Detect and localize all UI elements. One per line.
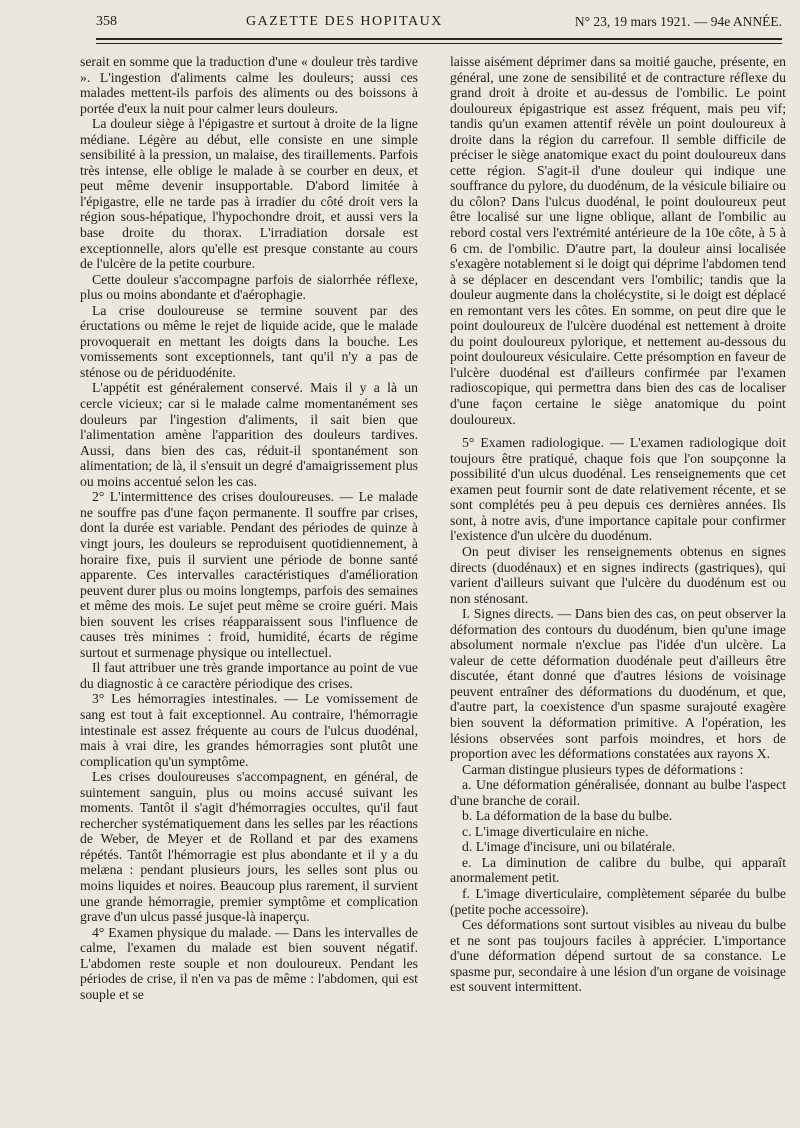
paragraph: laisse aisément déprimer dans sa moitié gauche, présente, en général, une zone de sensibilité et de contracture réflexe du grand droit à droite et au-dessus de l'ombilic. Le point douloureux épigastrique est assez fréquent, mais peu vif; tandis qu'un examen attentif révèle un point douloureux à droite dans la région du carrefour. Il semble difficile de préciser le siège anatomique exact du point douloureux dans cette région. S'agit-il d'une douleur qui indique une souffrance du pylore, du duodénum, de la vésicule biliaire ou du côlon? Dans l'ulcus duodénal, le point douloureux peut être localisé sur une ligne oblique, allant de l'ombilic au rebord costal vers l'extrémité antérieure de la 10e côte, à 5 à 6 cm. de l'ombilic. D'autre part, la douleur ainsi localisée s'exagère notablement si le doigt qui déprime l'abdomen tend à se déplacer en descendant vers l'ombilic; tandis que la douleur augmente dans la cholécystite, si le doigt est déplacé en remontant vers les côtes. En somme, on peut dire que le point douloureux de l'ulcère duodénal est nettement à droite du point douloureux pylorique, et nettement au-dessous du point douloureux vésiculaire. Cette présomption en faveur de l'ulcère duodénal est d'ailleurs confirmée par l'examen radioscopique, qui permettra dans bien des cas de localiser d'une façon certaine le siège anatomique du point douloureux.: [450, 54, 786, 427]
paragraph: 3° Les hémorragies intestinales. — Le vomissement de sang est tout à fait exceptionnel. Au contraire, l'hémorragie intestinale est assez fréquente au cours de l'ulcus duodénal, mais à vrai dire, les grandes hémorragies sont plutôt une complication qu'un symptôme.: [80, 691, 418, 769]
section-heading-paragraph: 5° Examen radiologique. — L'examen radiologique doit toujours être pratiqué, chaque fois que l'on soupçonne la possibilité d'un ulcus duodénal. Les renseignements que cet examen peut fournir sont de date relativement récente, et se sont complétés peu à peu depuis ces dernières années. Ils sont, à notre avis, d'une importance capitale pour confirmer l'existence d'un ulcère du duodénum.: [450, 435, 786, 544]
list-item: a. Une déformation généralisée, donnant au bulbe l'aspect d'une branche de corail.: [450, 777, 786, 808]
issue-info: N° 23, 19 mars 1921. — 94e ANNÉE.: [574, 14, 782, 29]
header-rule-thin: [96, 43, 782, 44]
list-item: e. La diminution de calibre du bulbe, qui apparaît anormalement petit.: [450, 854, 786, 886]
paragraph: Il faut attribuer une très grande importance au point de vue du diagnostic à ce caractère périodique des crises.: [80, 660, 418, 691]
paragraph: Carman distingue plusieurs types de déformations :: [462, 761, 744, 777]
paragraph: La douleur siège à l'épigastre et surtout à droite de la ligne médiane. Légère au début, elle consiste en une simple sensibilité à la pression, un malaise, des tiraillements. Parfois très intense, elle oblige le malade à se courber en deux, et peut même devenir insupportable. D'abord limitée à l'épigastre, elle ne tarde pas à irradier du côté droit vers la région sous-hépatique, l'hypochondre droit, et aussi vers la base droite du thorax. L'irradiation dorsale est exceptionnelle, alors qu'elle est presque constante au cours de l'ulcère de la petite courbure.: [80, 116, 418, 272]
right-column: [450, 54, 786, 1116]
list-item: f. L'image diverticulaire, complètement séparée du bulbe (petite poche accessoire).: [450, 885, 786, 917]
header-rule-thick: [96, 38, 782, 40]
list-item: c. L'image diverticulaire en niche.: [462, 823, 649, 839]
paragraph: serait en somme que la traduction d'une « douleur très tardive ». L'ingestion d'aliments calme les douleurs; aussi ces malades mettent-ils parfois des aliments ou des boissons à portée d'eux la nuit pour calmer leurs douleurs.: [80, 54, 418, 116]
paragraph: Ces déformations sont surtout visibles au niveau du bulbe et ne sont pas toujours faciles à apprécier. L'importance d'une déformation dépend surtout de sa constance. Le spasme pur, secondaire à une lésion d'un organe de voisinage est souvent intermittent.: [450, 917, 786, 995]
running-header: [96, 12, 782, 40]
paragraph: L'appétit est généralement conservé. Mais il y a là un cercle vicieux; car si le malade calme momentanément ses douleurs par l'ingestion d'aliments, il sait bien que l'alimentation amène l'apparition des douleurs tardives. Aussi, dans bien des cas, réduit-il spontanément son alimentation; de là, il s'ensuit un degré d'amaigrissement plus ou moins accentué selon les cas.: [80, 380, 418, 489]
page-number: 358: [96, 14, 117, 29]
paragraph: I. Signes directs. — Dans bien des cas, on peut observer la déformation des contours du duodénum, bien qu'une image absolument normale n'exclue pas l'idée d'un ulcère. La valeur de cette déformation duodénale peut d'ailleurs être discutée, étant donné que d'autres lésions de voisinage peuvent entraîner des déformations du duodénum, et que, d'autre part, la coexistence d'un spasme surajouté exagère bien souvent la déformation primitive. A l'opération, les lésions observées sont parfois moindres, et hors de proportion avec les déformations constatées aux rayons X.: [450, 606, 786, 762]
left-column: [80, 54, 418, 1116]
journal-title: GAZETTE DES HOPITAUX: [246, 14, 443, 29]
paragraph: La crise douloureuse se termine souvent par des éructations ou même le rejet de liquide acide, que le malade provoquerait en mettant les doigts dans la bouche. Les vomissements sont exceptionnels, tant qu'il n'y a pas de sténose ou de périduodénite.: [80, 302, 418, 380]
paragraph: 4° Examen physique du malade. — Dans les intervalles de calme, l'examen du malade est bien souvent négatif. L'abdomen reste souple et non douloureux. Pendant les périodes de crise, il n'en va pas de même : l'abdomen, qui est souple et se: [80, 924, 418, 1002]
paragraph: 2° L'intermittence des crises douloureuses. — Le malade ne souffre pas d'une façon permanente. Il souffre par crises, dont la durée est variable. Pendant des périodes de quinze à vingt jours, les douleurs se reproduisent quotidiennement, à horaire fixe, puis il survient une période de bonne santé apparente. Ces intervalles caractéristiques d'amélioration peuvent durer plus ou moins longtemps, parfois des semaines et même des mois. Le sujet peut même se croire guéri. Mais bien souvent les crises réapparaissent sous l'influence de causes très minimes : froid, humidité, écarts de régime surtout et surmenage physique ou intellectuel.: [80, 489, 418, 660]
list-item: b. La déformation de la base du bulbe.: [462, 808, 673, 824]
paragraph: Cette douleur s'accompagne parfois de sialorrhée réflexe, plus ou moins abondante et d'aérophagie.: [80, 271, 418, 303]
paragraph: On peut diviser les renseignements obtenus en signes directs (duodénaux) et en signes indirects (gastriques), qui varient d'ailleurs suivant que l'ulcère du duodénum est ou non sténosant.: [450, 543, 786, 606]
list-item: d. L'image d'incisure, uni ou bilatérale.: [462, 839, 676, 855]
paragraph: Les crises douloureuses s'accompagnent, en général, de suintement sanguin, plus ou moins accusé suivant les moments. Tantôt il s'agit d'hémorragies occultes, qu'il faut rechercher systématiquement dans les selles par les réactions de Weber, de Meyer et de Rolland et par des examens répétés. Tantôt l'hémorragie est plus abondante et il y a du melæna : pendant plusieurs jours, les selles sont plus ou moins liquides et noires. Beaucoup plus rarement, il survient une grande hémorragie, premier symptôme et complication grave d'un ulcus passé jusque-là inaperçu.: [80, 769, 418, 925]
